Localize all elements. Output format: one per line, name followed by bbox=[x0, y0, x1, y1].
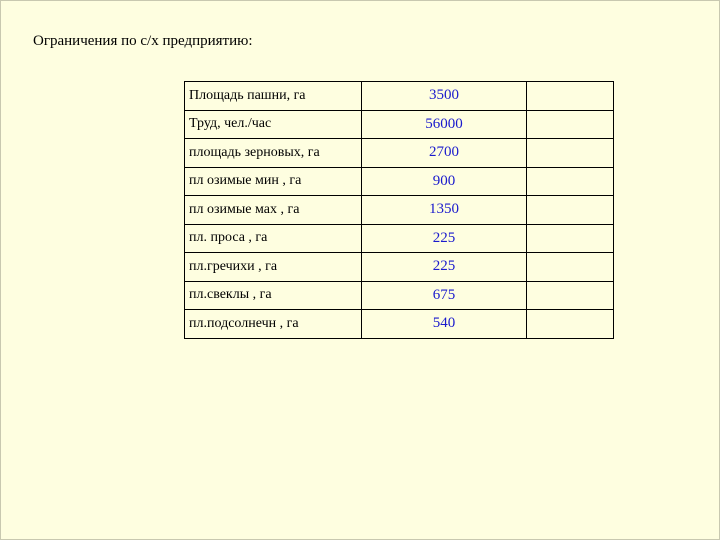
row-value: 3500 bbox=[362, 82, 527, 111]
row-value: 900 bbox=[362, 167, 527, 196]
table-row bbox=[185, 310, 614, 339]
constraints-table bbox=[184, 81, 614, 339]
row-label: Труд, чел./час bbox=[185, 110, 362, 139]
row-label: пл.гречихи , га bbox=[185, 253, 362, 282]
table-row bbox=[185, 110, 614, 139]
row-empty-cell bbox=[527, 110, 614, 139]
row-value: 675 bbox=[362, 281, 527, 310]
row-value: 540 bbox=[362, 310, 527, 339]
table-row bbox=[185, 196, 614, 225]
row-value: 225 bbox=[362, 253, 527, 282]
row-empty-cell bbox=[527, 281, 614, 310]
row-value: 225 bbox=[362, 224, 527, 253]
row-empty-cell bbox=[527, 310, 614, 339]
row-label: площадь зерновых, га bbox=[185, 139, 362, 168]
table-row bbox=[185, 253, 614, 282]
table-row bbox=[185, 224, 614, 253]
row-value: 1350 bbox=[362, 196, 527, 225]
row-label: пл озимые мах , га bbox=[185, 196, 362, 225]
row-empty-cell bbox=[527, 224, 614, 253]
row-empty-cell bbox=[527, 196, 614, 225]
row-label: пл. проса , га bbox=[185, 224, 362, 253]
row-empty-cell bbox=[527, 253, 614, 282]
table-row bbox=[185, 82, 614, 111]
row-empty-cell bbox=[527, 167, 614, 196]
row-label: пл озимые мин , га bbox=[185, 167, 362, 196]
table-row bbox=[185, 139, 614, 168]
row-empty-cell bbox=[527, 139, 614, 168]
row-value: 56000 bbox=[362, 110, 527, 139]
row-label: пл.подсолнечн , га bbox=[185, 310, 362, 339]
table-row bbox=[185, 281, 614, 310]
table-row bbox=[185, 167, 614, 196]
row-label: пл.свеклы , га bbox=[185, 281, 362, 310]
row-empty-cell bbox=[527, 82, 614, 111]
page-title: Ограничения по с/х предприятию: bbox=[33, 33, 253, 49]
row-label: Площадь пашни, га bbox=[185, 82, 362, 111]
row-value: 2700 bbox=[362, 139, 527, 168]
